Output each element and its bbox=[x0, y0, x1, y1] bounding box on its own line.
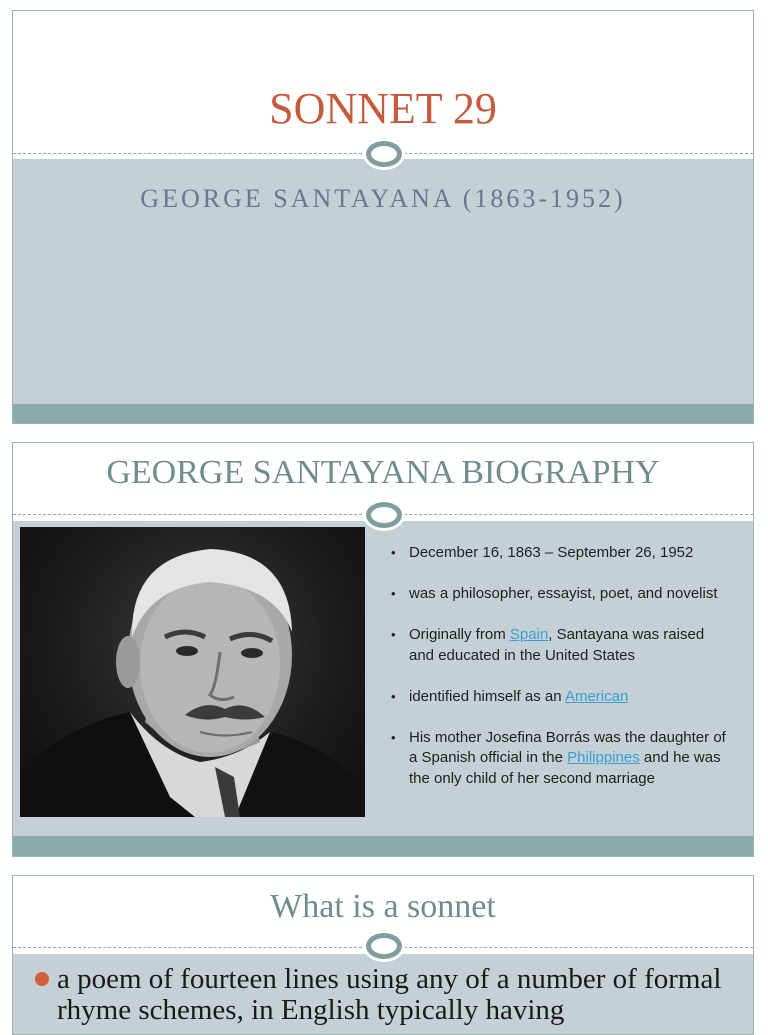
bullet-text: His mother Josefina Borrás was the daughter of a Spanish official in the bbox=[409, 728, 726, 766]
bullet-text: Originally from bbox=[409, 626, 510, 643]
slide-footer-band bbox=[13, 836, 753, 857]
slide-title bbox=[12, 10, 754, 424]
list-item bbox=[390, 543, 730, 564]
slide-title-heading: SONNET 29 bbox=[269, 84, 497, 133]
slide-subtitle: GEORGE SANTAYANA (1863-1952) bbox=[140, 184, 626, 213]
bullet-text: was a philosopher, essayist, poet, and novelist bbox=[409, 585, 718, 602]
bullet-text: , Santayana was raised and educated in the United States bbox=[409, 626, 705, 664]
ring-ornament bbox=[366, 141, 402, 167]
biography-bullets bbox=[390, 543, 730, 810]
slide-footer-band bbox=[13, 404, 753, 424]
ring-ornament bbox=[366, 502, 402, 528]
biography-heading: GEORGE SANTAYANA BIOGRAPHY bbox=[106, 454, 660, 491]
slide-biography bbox=[12, 442, 754, 857]
bullet-text: and he was the only child of her second marriage bbox=[409, 749, 721, 787]
sonnet-definition: a poem of fourteen lines using any of a number of formal rhyme schemes, in English typically having bbox=[57, 963, 722, 1026]
ring-ornament bbox=[366, 933, 402, 959]
portrait-photo bbox=[20, 527, 365, 817]
list-item bbox=[390, 687, 730, 708]
american-link[interactable]: American bbox=[564, 687, 629, 705]
portrait-image bbox=[20, 527, 365, 817]
list-item bbox=[390, 625, 730, 666]
spain-link[interactable]: Spain bbox=[509, 626, 549, 643]
bullet-dot bbox=[35, 972, 49, 986]
sonnet-heading: What is a sonnet bbox=[270, 888, 496, 925]
philippines-link[interactable]: Philippines bbox=[567, 749, 640, 766]
bullet-text: December 16, 1863 – September 26, 1952 bbox=[409, 544, 694, 561]
bullet-text: identified himself as an bbox=[409, 687, 565, 705]
list-item bbox=[390, 584, 730, 605]
list-item bbox=[390, 728, 730, 790]
slide-what-is-sonnet bbox=[12, 875, 754, 1035]
